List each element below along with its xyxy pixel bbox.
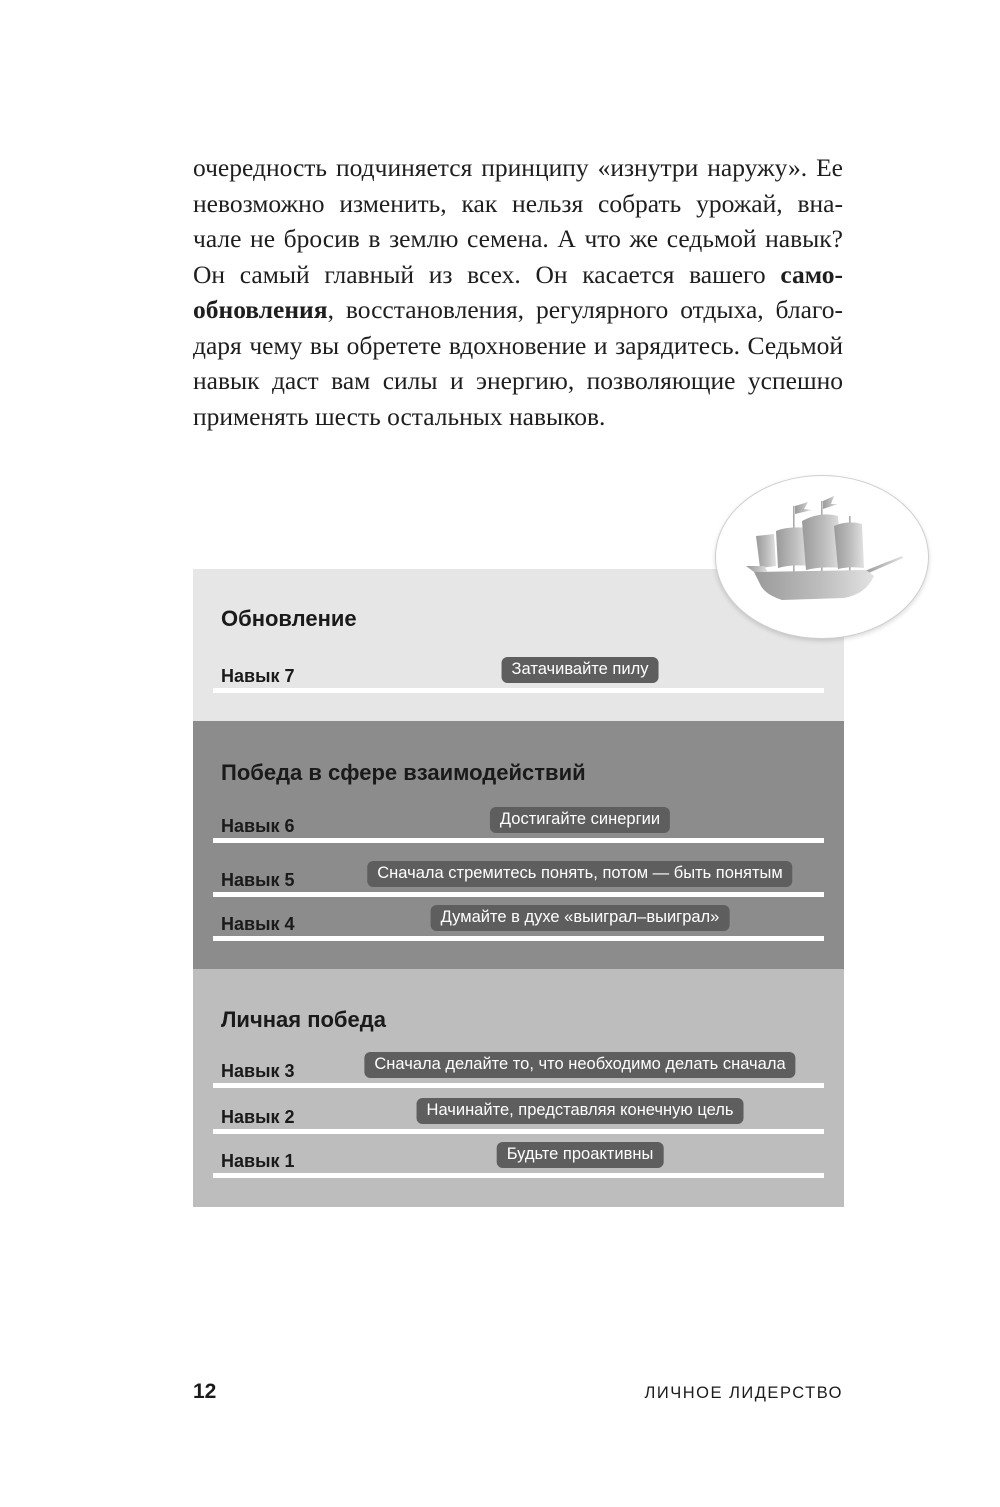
habit-label: Сначала делайте то, что необходимо делать сначала: [364, 1052, 795, 1078]
paragraph-emphasis: обновления: [193, 295, 328, 324]
row-rule: [213, 1173, 824, 1178]
section-public-victory: [193, 721, 844, 969]
row-rule: [213, 838, 824, 843]
paragraph-line: чале не бросив в землю семена. А что же седьмой навык?: [193, 224, 843, 253]
paragraph-line: невозможно изменить, как нельзя собрать урожай, вна-: [193, 188, 843, 218]
page-number: 12: [193, 1380, 217, 1403]
row-rule: [213, 688, 824, 693]
body-paragraph: [193, 150, 843, 434]
habit-label: Думайте в духе «выиграл–выиграл»: [431, 905, 730, 931]
habit-number: Навык 1: [221, 1151, 295, 1171]
paragraph-line: применять шесть остальных навыков.: [193, 401, 606, 431]
habit-row: [193, 1138, 844, 1178]
habit-label: Сначала стремитесь понять, потом — быть понятым: [367, 861, 792, 887]
paragraph-line: [193, 292, 843, 328]
habit-row: [193, 803, 844, 843]
habit-label: Затачивайте пилу: [502, 657, 659, 683]
paragraph-line: очередность подчиняется принципу «изнутри наружу». Ее: [193, 153, 843, 182]
section-title: Личная победа: [221, 1007, 386, 1032]
habit-number: Навык 5: [221, 870, 295, 890]
habit-row: [193, 1048, 844, 1088]
row-rule: [213, 936, 824, 941]
habit-number: Навык 2: [221, 1107, 295, 1127]
habit-label: Будьте проактивны: [497, 1142, 664, 1168]
running-title: ЛИЧНОЕ ЛИДЕРСТВО: [644, 1384, 843, 1402]
sailing-ship-icon: [716, 476, 928, 638]
row-rule: [213, 1083, 824, 1088]
paragraph-line: навык даст вам силы и энергию, позволяющие успешно: [193, 366, 843, 395]
paragraph-line: [193, 257, 843, 293]
habit-number: Навык 6: [221, 816, 295, 836]
habit-number: Навык 4: [221, 914, 295, 934]
row-rule: [213, 1129, 824, 1134]
habit-row: [193, 901, 844, 941]
habit-label: Достигайте синергии: [490, 807, 670, 833]
section-title: Победа в сфере взаимодействий: [221, 760, 586, 785]
habit-row: [193, 857, 844, 897]
section-title: Обновление: [221, 606, 357, 631]
paragraph-text: Он самый главный из всех. Он касается вашего: [193, 259, 781, 289]
row-rule: [213, 892, 824, 897]
habit-number: Навык 7: [221, 666, 295, 686]
paragraph-text: , восстановления, регулярного отдыха, благо-: [327, 295, 843, 324]
ship-illustration: [715, 475, 929, 639]
habit-row: [193, 653, 844, 693]
section-private-victory: [193, 969, 844, 1207]
paragraph-line: даря чему вы обретете вдохновение и зарядитесь. Седьмой: [193, 330, 843, 360]
paragraph-emphasis: само-: [780, 259, 843, 289]
habit-row: [193, 1094, 844, 1134]
habit-number: Навык 3: [221, 1061, 295, 1081]
habit-label: Начинайте, представляя конечную цель: [417, 1098, 744, 1124]
